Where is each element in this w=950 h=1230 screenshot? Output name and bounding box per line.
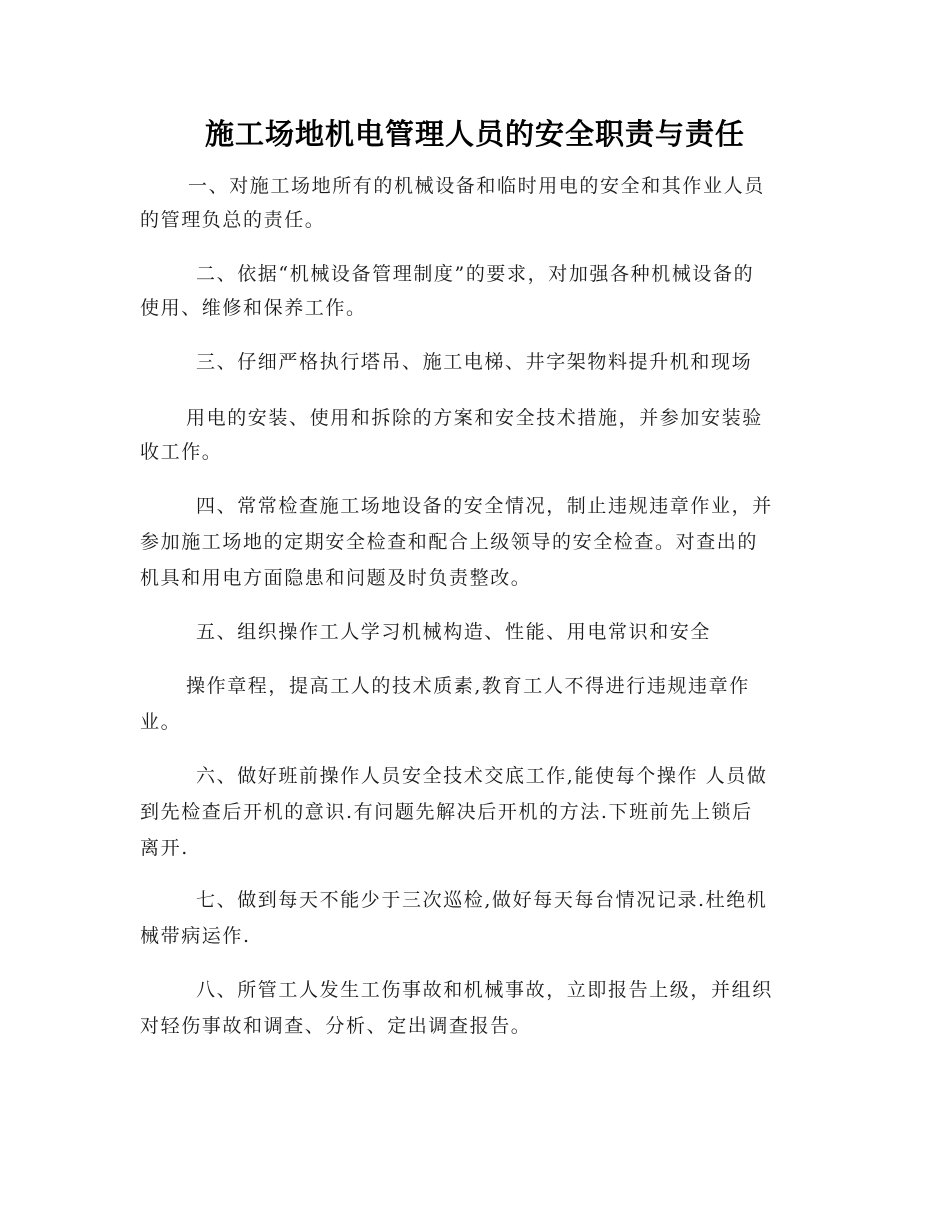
text-line: 械带病运作. — [140, 925, 251, 947]
text-line: 用电的安装、使用和拆除的方案和安全技术措施，并参加安装验 — [186, 407, 763, 429]
text-line: 八、所管工人发生工伤事故和机械事故，立即报告上级，并组织 — [196, 979, 773, 1001]
text-line: 机具和用电方面隐患和问题及时负责整改。 — [140, 567, 532, 589]
document-title: 施工场地机电管理人员的安全职责与责任 — [204, 117, 745, 151]
text-line: 一、对施工场地所有的机械设备和临时用电的安全和其作业人员 — [188, 175, 765, 197]
text-line: 使用、维修和保养工作。 — [140, 297, 367, 319]
text-line: 的管理负总的责任。 — [140, 209, 326, 231]
text-line: 离开. — [140, 837, 189, 859]
text-line: 五、组织操作工人学习机械构造、性能、用电常识和安全 — [196, 621, 712, 643]
text-line: 三、仔细严格执行塔吊、施工电梯、井字架物料提升机和现场 — [196, 351, 753, 373]
text-line: 七、做到每天不能少于三次巡检,做好每天每台情况记录.杜绝机 — [196, 889, 768, 911]
text-line: 六、做好班前操作人员安全技术交底工作,能使每个操作 人员做 — [196, 765, 768, 787]
text-line: 到先检查后开机的意识.有问题先解决后开机的方法.下班前先上锁后 — [140, 801, 753, 823]
text-line: 业。 — [140, 711, 182, 733]
text-line: 参加施工场地的定期安全检查和配合上级领导的安全检查。对查出的 — [140, 531, 759, 553]
text-line: 对轻伤事故和调查、分析、定出调查报告。 — [140, 1015, 532, 1037]
text-line: 操作章程，提高工人的技术质素,教育工人不得进行违规违章作 — [186, 675, 750, 697]
text-line: 二、依据“机械设备管理制度”的要求，对加强各种机械设备的 — [196, 263, 755, 285]
text-line: 收工作。 — [140, 441, 223, 463]
text-line: 四、常常检查施工场地设备的安全情况，制止违规违章作业，并 — [196, 495, 773, 517]
